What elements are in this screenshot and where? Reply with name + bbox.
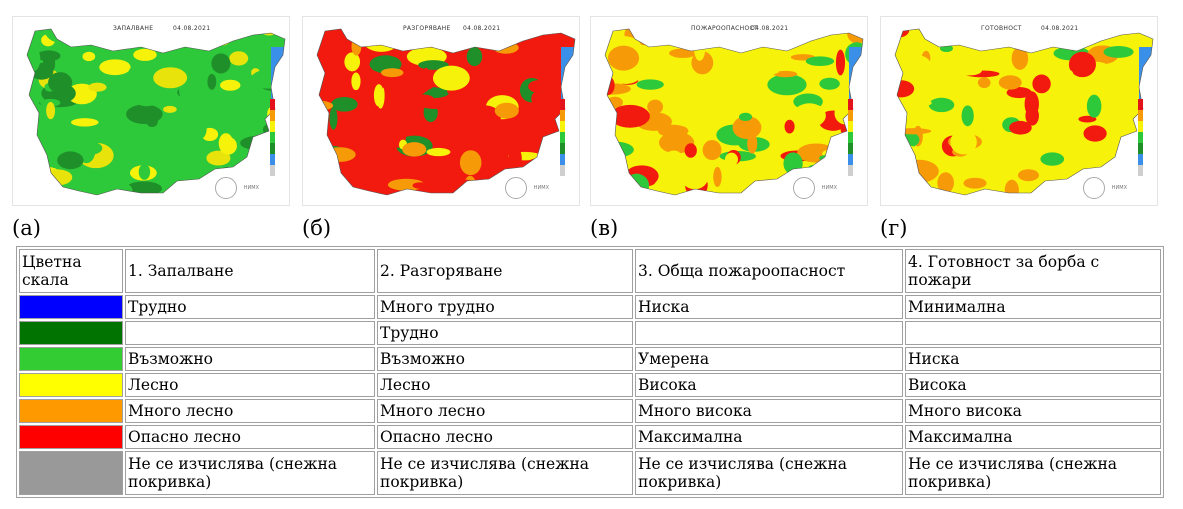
scale-step [1138, 121, 1143, 132]
map-region [82, 52, 95, 61]
swatch-fill [20, 296, 122, 318]
map-date: 04.08.2021 [173, 25, 211, 32]
table-cell: Трудно [377, 321, 633, 345]
map-region [937, 172, 954, 193]
map-region [1048, 34, 1073, 43]
map-region [1018, 169, 1039, 181]
map-region [458, 121, 493, 133]
header-fire-danger: 3. Обща пожароопасност [635, 249, 903, 293]
map-date: 04.08.2021 [751, 25, 789, 32]
table-row [19, 373, 1161, 397]
map-region [251, 69, 287, 88]
map-region [637, 79, 664, 89]
map-region [23, 46, 40, 72]
map-title: ЗАПАЛВАНЕ [113, 25, 154, 32]
map-region [1026, 57, 1041, 68]
map-region [347, 120, 385, 139]
map-region [785, 120, 795, 134]
map-region [642, 21, 651, 44]
color-swatch [19, 399, 123, 423]
map-region [197, 116, 206, 138]
map-region [183, 36, 207, 47]
scale-step [270, 121, 275, 132]
bulgaria-map [13, 17, 290, 206]
map-region [176, 39, 197, 47]
table-row [19, 425, 1161, 449]
color-swatch [19, 373, 123, 397]
swatch-fill [20, 452, 122, 494]
header-color-scale: Цветна скала [19, 249, 123, 293]
table-row [19, 399, 1161, 423]
table-cell: Максимална [905, 425, 1161, 449]
table-cell: Не се изчислява (снежна покривка) [377, 451, 633, 495]
table-cell: Максимална [635, 425, 903, 449]
map-region [819, 155, 839, 162]
map-region [1012, 47, 1029, 70]
map-region [126, 105, 163, 124]
map-region [531, 115, 563, 137]
bulgaria-map [303, 17, 580, 206]
map-region [963, 178, 986, 189]
map-region [381, 68, 404, 77]
color-swatch [19, 451, 123, 495]
color-swatch [19, 425, 123, 449]
map-region [822, 149, 845, 158]
table-cell: Възможно [125, 347, 375, 371]
map-region [48, 72, 72, 93]
table-cell: Минимална [905, 295, 1161, 319]
institute-logo-icon [215, 177, 237, 199]
map-region [478, 179, 503, 197]
scale-step [560, 154, 565, 165]
map-region [700, 109, 727, 121]
map-region [137, 97, 157, 106]
map-region [567, 179, 577, 189]
map-region [887, 80, 914, 97]
map-region [958, 28, 975, 49]
map-region [219, 133, 233, 154]
map-region [894, 177, 914, 188]
map-region [495, 103, 519, 119]
scale-step [560, 132, 565, 143]
map-region [88, 83, 106, 92]
map-region [1122, 190, 1142, 197]
map-region [163, 106, 177, 113]
map-region [999, 75, 1022, 89]
scale-step [848, 165, 853, 176]
map-region [360, 28, 387, 42]
map-fill [13, 17, 290, 206]
map-region [406, 155, 427, 167]
table-cell: Умерена [635, 347, 903, 371]
map-region [739, 113, 752, 121]
map-region [962, 105, 974, 126]
map-region [950, 130, 976, 154]
map-region [383, 109, 404, 117]
map-region [783, 152, 802, 174]
map-region [658, 125, 689, 137]
map-region [381, 33, 404, 42]
map-region [682, 166, 708, 189]
map-region [819, 78, 839, 90]
map-region [402, 142, 426, 156]
logo-text: НИМХ [821, 185, 837, 191]
scale-step [1138, 154, 1143, 165]
table-cell: Трудно [125, 295, 375, 319]
map-region [664, 25, 691, 44]
map-region [618, 186, 631, 194]
table-cell: Висока [905, 373, 1161, 397]
swatch-fill [20, 322, 122, 344]
table-cell: Много трудно [377, 295, 633, 319]
map-region [732, 94, 764, 110]
map-region [363, 29, 400, 52]
map-region [929, 98, 954, 112]
scale-step [1138, 132, 1143, 143]
map-region [1009, 121, 1032, 135]
table-cell: Висока [635, 373, 903, 397]
scale-step [1138, 165, 1143, 176]
scale-step [560, 121, 565, 132]
map-region [955, 66, 982, 76]
map-date: 04.08.2021 [463, 25, 501, 32]
scale-step [848, 121, 853, 132]
table-cell: Не се изчислява (снежна покривка) [125, 451, 375, 495]
swatch-fill [20, 374, 122, 396]
map-region [841, 179, 868, 187]
map-region [145, 30, 162, 46]
map-region [893, 163, 914, 180]
map-color-scale [270, 99, 275, 191]
map-region [197, 140, 205, 151]
map-region [153, 67, 187, 88]
map-region [983, 147, 996, 158]
map-region [750, 68, 779, 76]
map-region [69, 73, 102, 82]
map-panel-ignition [12, 16, 290, 206]
map-region [334, 61, 344, 75]
table-cell: Ниска [905, 347, 1161, 371]
table-cell [905, 321, 1161, 345]
map-region [666, 150, 683, 164]
table-cell: Лесно [377, 373, 633, 397]
scale-step [848, 132, 853, 143]
map-region [329, 107, 337, 130]
map-region [952, 32, 982, 39]
map-fill [591, 17, 868, 206]
map-region [1051, 68, 1074, 80]
map-region [351, 72, 360, 90]
header-readiness: 4. Готовност за борба с пожари [905, 249, 1161, 293]
scale-step [1138, 99, 1143, 110]
map-region [246, 41, 267, 51]
map-region [923, 137, 942, 150]
map-region [900, 160, 939, 183]
panel-label-a: (а) [12, 216, 41, 240]
panel-label-g: (г) [880, 216, 908, 240]
map-region [797, 143, 835, 162]
map-region [14, 185, 42, 196]
table-cell [635, 321, 903, 345]
map-region [1103, 46, 1133, 58]
table-cell: Не се изчислява (снежна покривка) [635, 451, 903, 495]
map-region [456, 180, 474, 192]
map-region [773, 110, 807, 121]
header-spread: 2. Разгоряване [377, 249, 633, 293]
map-region [681, 88, 695, 110]
map-region [98, 181, 132, 199]
legend-table [16, 246, 1164, 498]
scale-step [848, 154, 853, 165]
table-row [19, 321, 1161, 345]
map-region [374, 84, 384, 107]
map-region [966, 47, 987, 61]
table-cell: Лесно [125, 373, 375, 397]
table-cell: Ниска [635, 295, 903, 319]
table-row [19, 347, 1161, 371]
map-region [767, 74, 806, 95]
table-cell: Много лесно [377, 399, 633, 423]
map-region [57, 151, 83, 169]
color-swatch [19, 295, 123, 319]
map-panel-fire-danger [590, 16, 868, 206]
map-region [646, 24, 686, 40]
swatch-fill [20, 348, 122, 370]
map-region [647, 100, 663, 114]
map-region [220, 80, 240, 91]
table-cell: Много лесно [125, 399, 375, 423]
scale-step [848, 110, 853, 121]
table-cell: Не се изчислява (снежна покривка) [905, 451, 1161, 495]
map-region [493, 42, 518, 54]
map-region [1087, 95, 1102, 118]
bulgaria-map [881, 17, 1158, 206]
institute-logo-icon [793, 177, 815, 199]
map-title: РАЗГОРЯВАНЕ [403, 25, 451, 32]
map-region [839, 179, 868, 202]
scale-step [560, 110, 565, 121]
map-region [71, 118, 99, 126]
map-region [46, 102, 55, 119]
map-region [894, 128, 931, 134]
logo-text: НИМХ [533, 185, 549, 191]
scale-step [270, 165, 275, 176]
table-header-row [19, 249, 1161, 293]
map-region [404, 82, 433, 91]
map-region [771, 121, 779, 129]
map-region [910, 99, 932, 106]
map-region [963, 33, 971, 45]
scale-step [560, 99, 565, 110]
map-region [1116, 148, 1149, 162]
map-color-scale [848, 99, 853, 191]
map-region [1025, 37, 1033, 47]
map-region [517, 113, 530, 128]
map-region [703, 140, 722, 160]
map-region [596, 142, 633, 158]
map-region [978, 77, 991, 88]
map-region [464, 176, 477, 197]
table-row [19, 295, 1161, 319]
map-region [528, 80, 551, 93]
map-region [806, 56, 834, 66]
map-region [887, 57, 923, 78]
table-cell: Много висока [635, 399, 903, 423]
map-region [608, 46, 639, 71]
scale-step [270, 132, 275, 143]
map-region [1005, 180, 1019, 201]
map-region [986, 181, 997, 195]
map-region [188, 161, 203, 184]
map-region [721, 34, 754, 56]
map-region [1060, 143, 1089, 151]
map-region [324, 158, 337, 166]
scale-step [1138, 110, 1143, 121]
table-cell: Възможно [377, 347, 633, 371]
map-region [139, 164, 150, 180]
map-region [467, 47, 483, 66]
scale-step [848, 143, 853, 154]
map-region [18, 143, 40, 164]
map-region [669, 49, 697, 58]
map-region [427, 148, 451, 156]
bulgaria-map [591, 17, 868, 206]
map-region [1039, 95, 1066, 117]
institute-logo-icon [1083, 177, 1105, 199]
map-region [887, 145, 920, 158]
color-swatch [19, 321, 123, 345]
map-region [1008, 145, 1045, 152]
scale-step [270, 110, 275, 121]
maps-row [12, 16, 1172, 210]
logo-text: НИМХ [243, 185, 259, 191]
map-region [523, 157, 562, 181]
map-region [433, 66, 470, 91]
map-region [20, 149, 42, 169]
map-region [395, 115, 424, 135]
map-region [324, 147, 356, 162]
map-region [707, 71, 746, 80]
map-region [16, 106, 39, 112]
header-ignition: 1. Запалване [125, 249, 375, 293]
map-region [685, 143, 697, 158]
map-fill [881, 17, 1158, 206]
map-region [99, 59, 130, 75]
map-panel-readiness [880, 16, 1158, 206]
map-region [192, 49, 206, 66]
map-region [349, 171, 367, 182]
map-region [826, 155, 836, 172]
map-color-scale [560, 99, 565, 191]
map-region [624, 174, 649, 198]
map-region [1032, 74, 1050, 93]
institute-logo-icon [505, 177, 527, 199]
map-title: ПОЖАРООПАСНОСТ [691, 25, 758, 32]
map-region [940, 73, 951, 84]
map-region [961, 164, 972, 173]
map-region [229, 51, 248, 65]
scale-step [270, 143, 275, 154]
map-region [52, 17, 87, 42]
table-cell: Опасно лесно [125, 425, 375, 449]
scale-step [848, 99, 853, 110]
map-color-scale [1138, 99, 1143, 191]
panel-label-b: (б) [302, 216, 332, 240]
map-region [45, 19, 77, 42]
scale-step [1138, 143, 1143, 154]
map-title: ГОТОВНОСТ [981, 25, 1022, 32]
table-cell: Опасно лесно [377, 425, 633, 449]
swatch-fill [20, 400, 122, 422]
map-region [725, 153, 738, 167]
color-swatch [19, 347, 123, 371]
map-region [207, 74, 216, 90]
map-region [413, 182, 429, 189]
table-row [19, 451, 1161, 495]
scale-step [270, 99, 275, 110]
map-fill [303, 17, 580, 206]
swatch-fill [20, 426, 122, 448]
map-date: 04.08.2021 [1041, 25, 1079, 32]
map-region [881, 176, 916, 186]
panel-label-v: (в) [590, 216, 619, 240]
logo-text: НИМХ [1111, 185, 1127, 191]
table-cell: Много висока [905, 399, 1161, 423]
map-region [938, 22, 954, 37]
map-region [836, 50, 845, 76]
map-region [410, 94, 434, 103]
map-region [211, 53, 230, 73]
scale-step [560, 165, 565, 176]
map-region [460, 150, 482, 175]
map-region [74, 141, 102, 155]
map-region [1040, 152, 1064, 165]
map-region [1083, 125, 1106, 141]
scale-step [270, 154, 275, 165]
scale-step [560, 143, 565, 154]
map-region [43, 169, 72, 185]
table-cell [125, 321, 375, 345]
map-region [210, 34, 231, 46]
map-region [481, 60, 497, 79]
map-region [334, 187, 358, 194]
map-panel-spread [302, 16, 580, 206]
map-region [168, 174, 177, 186]
map-region [713, 167, 721, 187]
